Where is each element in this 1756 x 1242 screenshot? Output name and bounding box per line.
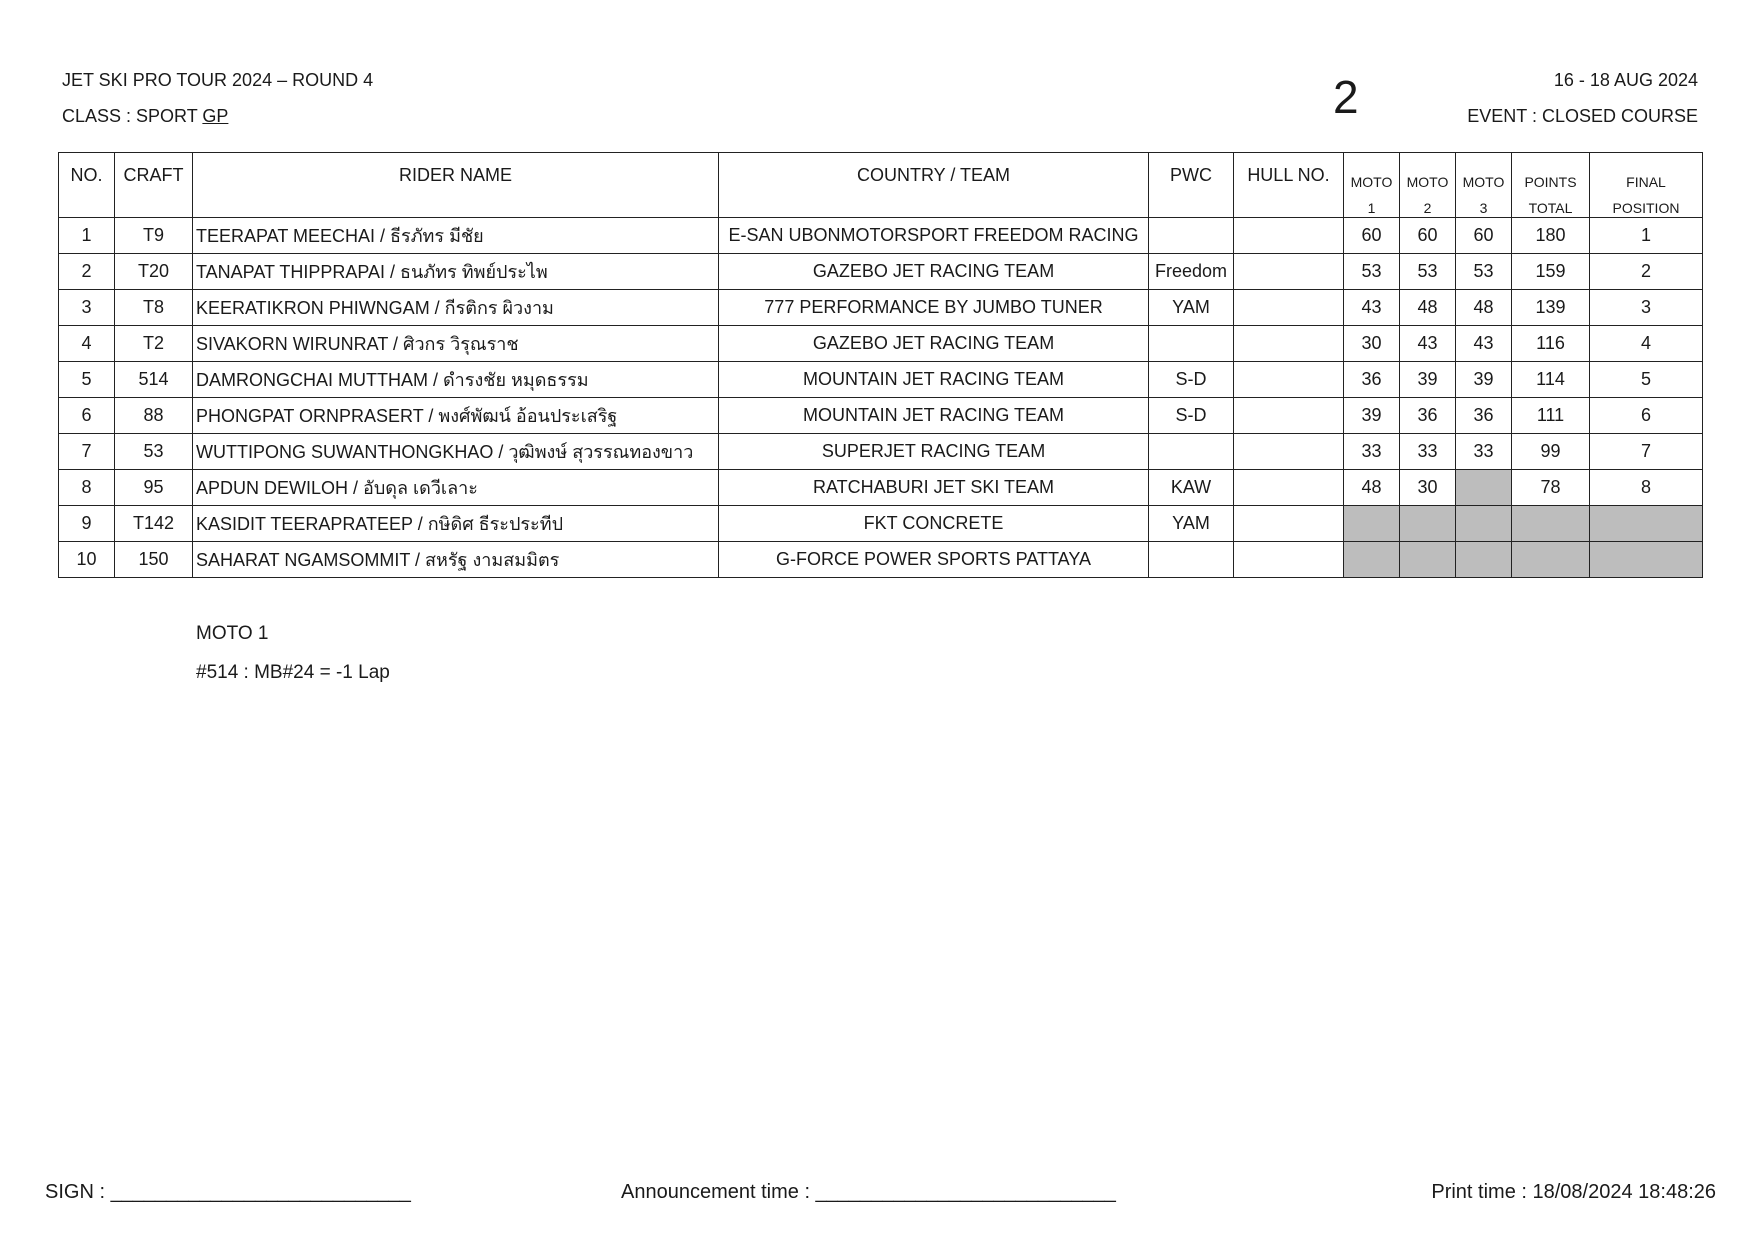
cell-final-position	[1590, 506, 1703, 542]
cell-final-position: 1	[1590, 218, 1703, 254]
cell-points-total: 99	[1512, 434, 1590, 470]
cell-craft: 95	[115, 470, 193, 506]
cell-moto-3	[1456, 506, 1512, 542]
cell-rider-name: PHONGPAT ORNPRASERT / พงศ์พัฒน์ อ้อนประเสริฐ	[193, 398, 719, 434]
cell-hull	[1234, 506, 1344, 542]
cell-no: 3	[59, 290, 115, 326]
cell-team: RATCHABURI JET SKI TEAM	[719, 470, 1149, 506]
class-prefix: CLASS : SPORT	[62, 106, 203, 126]
cell-no: 4	[59, 326, 115, 362]
cell-team: GAZEBO JET RACING TEAM	[719, 326, 1149, 362]
cell-rider-name: DAMRONGCHAI MUTTHAM / ดำรงชัย หมุดธรรม	[193, 362, 719, 398]
cell-moto-3: 39	[1456, 362, 1512, 398]
cell-points-total: 78	[1512, 470, 1590, 506]
heat-number: 2	[1333, 71, 1359, 123]
cell-moto-3: 53	[1456, 254, 1512, 290]
class-name: GP	[202, 106, 229, 126]
cell-hull	[1234, 542, 1344, 578]
col-moto-2: MOTO 2	[1400, 153, 1456, 218]
cell-moto-2: 33	[1400, 434, 1456, 470]
cell-hull	[1234, 470, 1344, 506]
cell-points-total: 180	[1512, 218, 1590, 254]
cell-pwc: YAM	[1149, 290, 1234, 326]
cell-moto-1: 60	[1344, 218, 1400, 254]
cell-pwc	[1149, 326, 1234, 362]
col-points-total: POINTS TOTAL	[1512, 153, 1590, 218]
cell-points-total	[1512, 506, 1590, 542]
cell-no: 1	[59, 218, 115, 254]
cell-final-position: 4	[1590, 326, 1703, 362]
cell-moto-2: 48	[1400, 290, 1456, 326]
cell-points-total: 159	[1512, 254, 1590, 290]
cell-craft: 514	[115, 362, 193, 398]
cell-rider-name: WUTTIPONG SUWANTHONGKHAO / วุฒิพงษ์ สุวรรณทองขาว	[193, 434, 719, 470]
cell-moto-1: 33	[1344, 434, 1400, 470]
cell-pwc: Freedom	[1149, 254, 1234, 290]
cell-hull	[1234, 362, 1344, 398]
cell-final-position: 2	[1590, 254, 1703, 290]
cell-moto-2: 53	[1400, 254, 1456, 290]
cell-final-position: 3	[1590, 290, 1703, 326]
cell-craft: 53	[115, 434, 193, 470]
cell-moto-3: 48	[1456, 290, 1512, 326]
cell-moto-3: 43	[1456, 326, 1512, 362]
cell-rider-name: SAHARAT NGAMSOMMIT / สหรัฐ งามสมมิตร	[193, 542, 719, 578]
print-time: Print time : 18/08/2024 18:48:26	[1431, 1181, 1716, 1203]
cell-rider-name: TANAPAT THIPPRAPAI / ธนภัทร ทิพย์ประไพ	[193, 254, 719, 290]
cell-pwc: S-D	[1149, 398, 1234, 434]
table-row	[59, 218, 1703, 254]
cell-rider-name: KEERATIKRON PHIWNGAM / กีรติกร ผิวงาม	[193, 290, 719, 326]
cell-moto-1: 43	[1344, 290, 1400, 326]
cell-craft: T9	[115, 218, 193, 254]
cell-hull	[1234, 254, 1344, 290]
cell-team: 777 PERFORMANCE BY JUMBO TUNER	[719, 290, 1149, 326]
cell-team: GAZEBO JET RACING TEAM	[719, 254, 1149, 290]
results-table	[58, 152, 1703, 578]
table-row	[59, 290, 1703, 326]
cell-moto-1: 48	[1344, 470, 1400, 506]
cell-moto-3: 36	[1456, 398, 1512, 434]
cell-moto-2	[1400, 542, 1456, 578]
cell-hull	[1234, 434, 1344, 470]
event-title: JET SKI PRO TOUR 2024 – ROUND 4	[62, 70, 374, 90]
cell-team: G-FORCE POWER SPORTS PATTAYA	[719, 542, 1149, 578]
cell-final-position: 6	[1590, 398, 1703, 434]
cell-moto-3: 60	[1456, 218, 1512, 254]
cell-hull	[1234, 290, 1344, 326]
cell-pwc: S-D	[1149, 362, 1234, 398]
cell-points-total	[1512, 542, 1590, 578]
cell-moto-2: 39	[1400, 362, 1456, 398]
class-label	[62, 106, 228, 127]
cell-final-position	[1590, 542, 1703, 578]
cell-no: 7	[59, 434, 115, 470]
table-row	[59, 398, 1703, 434]
cell-moto-2: 60	[1400, 218, 1456, 254]
table-row	[59, 434, 1703, 470]
table-row	[59, 254, 1703, 290]
cell-final-position: 5	[1590, 362, 1703, 398]
cell-moto-3: 33	[1456, 434, 1512, 470]
cell-moto-1: 30	[1344, 326, 1400, 362]
cell-rider-name: APDUN DEWILOH / อับดุล เดวีเลาะ	[193, 470, 719, 506]
cell-moto-2: 30	[1400, 470, 1456, 506]
cell-moto-2: 36	[1400, 398, 1456, 434]
col-pwc: PWC	[1149, 153, 1234, 218]
cell-team: SUPERJET RACING TEAM	[719, 434, 1149, 470]
table-row	[59, 470, 1703, 506]
cell-pwc: YAM	[1149, 506, 1234, 542]
cell-no: 2	[59, 254, 115, 290]
cell-moto-1: 36	[1344, 362, 1400, 398]
cell-moto-2: 43	[1400, 326, 1456, 362]
cell-moto-1: 53	[1344, 254, 1400, 290]
cell-craft: 150	[115, 542, 193, 578]
col-moto-1: MOTO 1	[1344, 153, 1400, 218]
cell-team: FKT CONCRETE	[719, 506, 1149, 542]
cell-no: 6	[59, 398, 115, 434]
notes-title: MOTO 1	[196, 623, 269, 644]
col-no: NO.	[59, 153, 115, 218]
cell-no: 10	[59, 542, 115, 578]
table-row	[59, 542, 1703, 578]
cell-moto-1	[1344, 506, 1400, 542]
cell-team: E-SAN UBONMOTORSPORT FREEDOM RACING	[719, 218, 1149, 254]
cell-rider-name: KASIDIT TEERAPRATEEP / กษิดิศ ธีระประทีป	[193, 506, 719, 542]
sign-field: SIGN : ___________________________	[45, 1181, 411, 1203]
cell-hull	[1234, 218, 1344, 254]
table-header-row	[59, 153, 1703, 218]
cell-rider-name: TEERAPAT MEECHAI / ธีรภัทร มีชัย	[193, 218, 719, 254]
event-date: 16 - 18 AUG 2024	[1553, 70, 1698, 90]
cell-craft: T20	[115, 254, 193, 290]
cell-pwc	[1149, 434, 1234, 470]
notes-line: #514 : MB#24 = -1 Lap	[196, 662, 390, 683]
cell-craft: 88	[115, 398, 193, 434]
cell-moto-3	[1456, 470, 1512, 506]
cell-team: MOUNTAIN JET RACING TEAM	[719, 398, 1149, 434]
col-craft: CRAFT	[115, 153, 193, 218]
cell-team: MOUNTAIN JET RACING TEAM	[719, 362, 1149, 398]
cell-points-total: 111	[1512, 398, 1590, 434]
cell-final-position: 7	[1590, 434, 1703, 470]
event-type: EVENT : CLOSED COURSE	[1467, 106, 1698, 126]
col-country-team: COUNTRY / TEAM	[719, 153, 1149, 218]
cell-no: 9	[59, 506, 115, 542]
cell-craft: T142	[115, 506, 193, 542]
cell-craft: T8	[115, 290, 193, 326]
cell-pwc	[1149, 218, 1234, 254]
cell-no: 5	[59, 362, 115, 398]
announcement-time-field: Announcement time : ___________________________	[621, 1181, 1116, 1203]
cell-points-total: 114	[1512, 362, 1590, 398]
cell-moto-1	[1344, 542, 1400, 578]
cell-points-total: 116	[1512, 326, 1590, 362]
cell-craft: T2	[115, 326, 193, 362]
col-hull-no: HULL NO.	[1234, 153, 1344, 218]
table-row	[59, 326, 1703, 362]
table-row	[59, 506, 1703, 542]
cell-pwc	[1149, 542, 1234, 578]
cell-pwc: KAW	[1149, 470, 1234, 506]
cell-rider-name: SIVAKORN WIRUNRAT / ศิวกร วิรุณราช	[193, 326, 719, 362]
col-moto-3: MOTO 3	[1456, 153, 1512, 218]
col-rider-name: RIDER NAME	[193, 153, 719, 218]
cell-moto-3	[1456, 542, 1512, 578]
cell-moto-2	[1400, 506, 1456, 542]
cell-hull	[1234, 398, 1344, 434]
cell-final-position: 8	[1590, 470, 1703, 506]
cell-hull	[1234, 326, 1344, 362]
table-row	[59, 362, 1703, 398]
cell-no: 8	[59, 470, 115, 506]
col-final-position: FINAL POSITION	[1590, 153, 1703, 218]
cell-points-total: 139	[1512, 290, 1590, 326]
cell-moto-1: 39	[1344, 398, 1400, 434]
